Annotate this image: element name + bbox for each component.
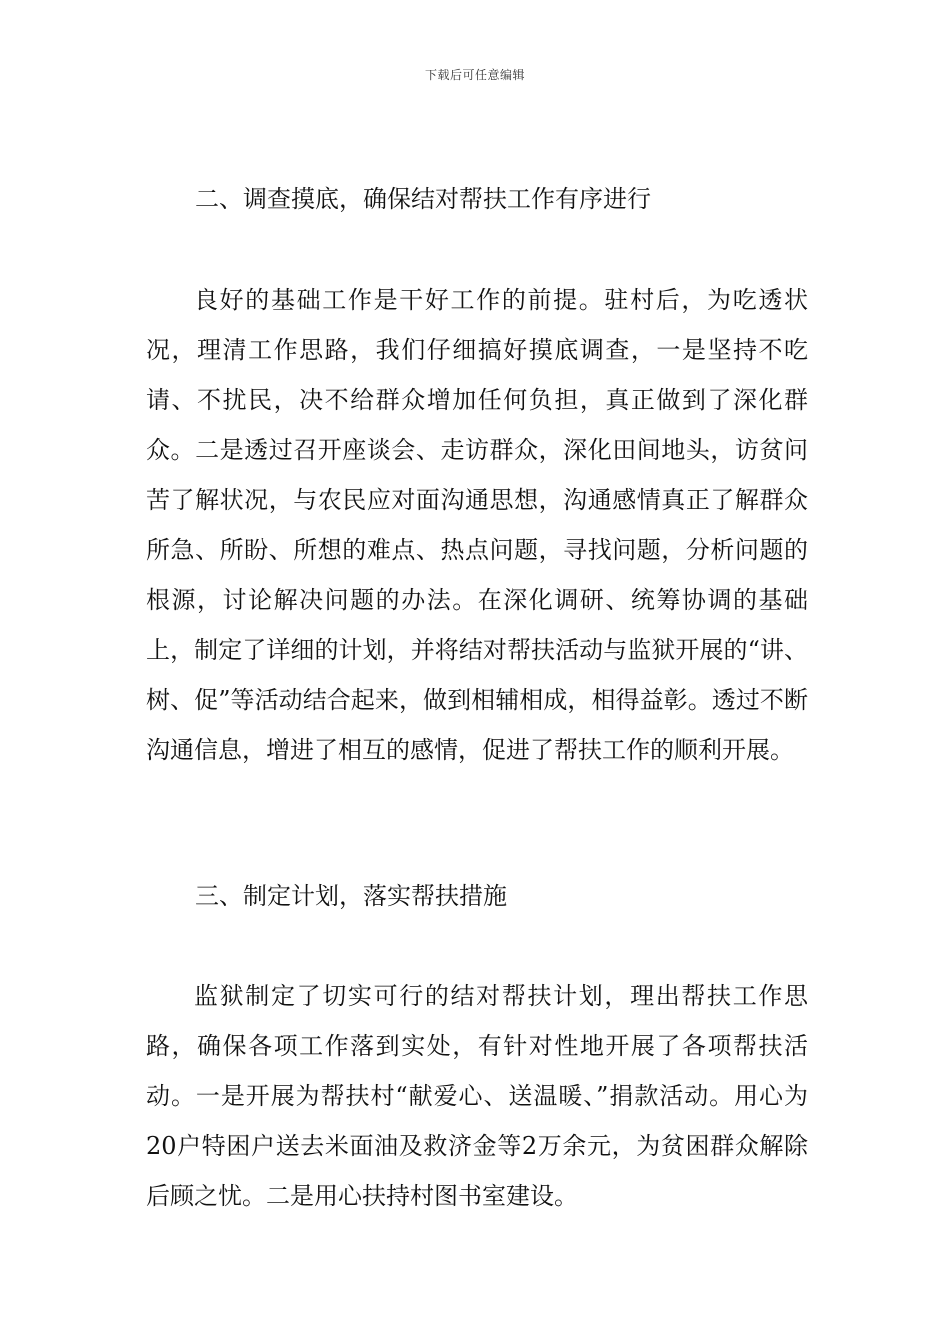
- paragraph: 良好的基础工作是干好工作的前提。驻村后，为吃透状况，理清工作思路，我们仔细搞好摸底调查，一是坚持不吃请、不扰民，决不给群众增加任何负担，真正做到了深化群众。二是透过召开座谈会、走访群众，深化田间地头，访贫问苦了解状况，与农民应对面沟通思想，沟通感情真正了解群众所急、所盼、所想的难点、热点问题，寻找问题，分析问题的根源，讨论解决问题的办法。在深化调研、统筹协调的基础上，制定了详细的计划，并将结对帮扶活动与监狱开展的“讲、树、促”等活动结合起来，做到相辅相成，相得益彰。透过不断沟通信息，增进了相互的感情，促进了帮扶工作的顺利开展。: [146, 286, 808, 764]
- paragraph: 监狱制定了切实可行的结对帮扶计划，理出帮扶工作思路，确保各项工作落到实处，有针对性地开展了各项帮扶活动。一是开展为帮扶村“献爱心、送温暖、”捐款活动。用心为20户特困户送去米面油及救济金等2万余元，为贫困群众解除后顾之忧。二是用心扶持村图书室建设。: [146, 982, 808, 1210]
- section-body-text: [146, 971, 808, 1221]
- section-heading-2: 二、调查摸底，确保结对帮扶工作有序进行: [195, 185, 651, 213]
- section-heading-3: 三、制定计划，落实帮扶措施: [195, 882, 507, 910]
- page-header-note: 下载后可任意编辑: [424, 68, 525, 82]
- section-body-text: [146, 275, 808, 775]
